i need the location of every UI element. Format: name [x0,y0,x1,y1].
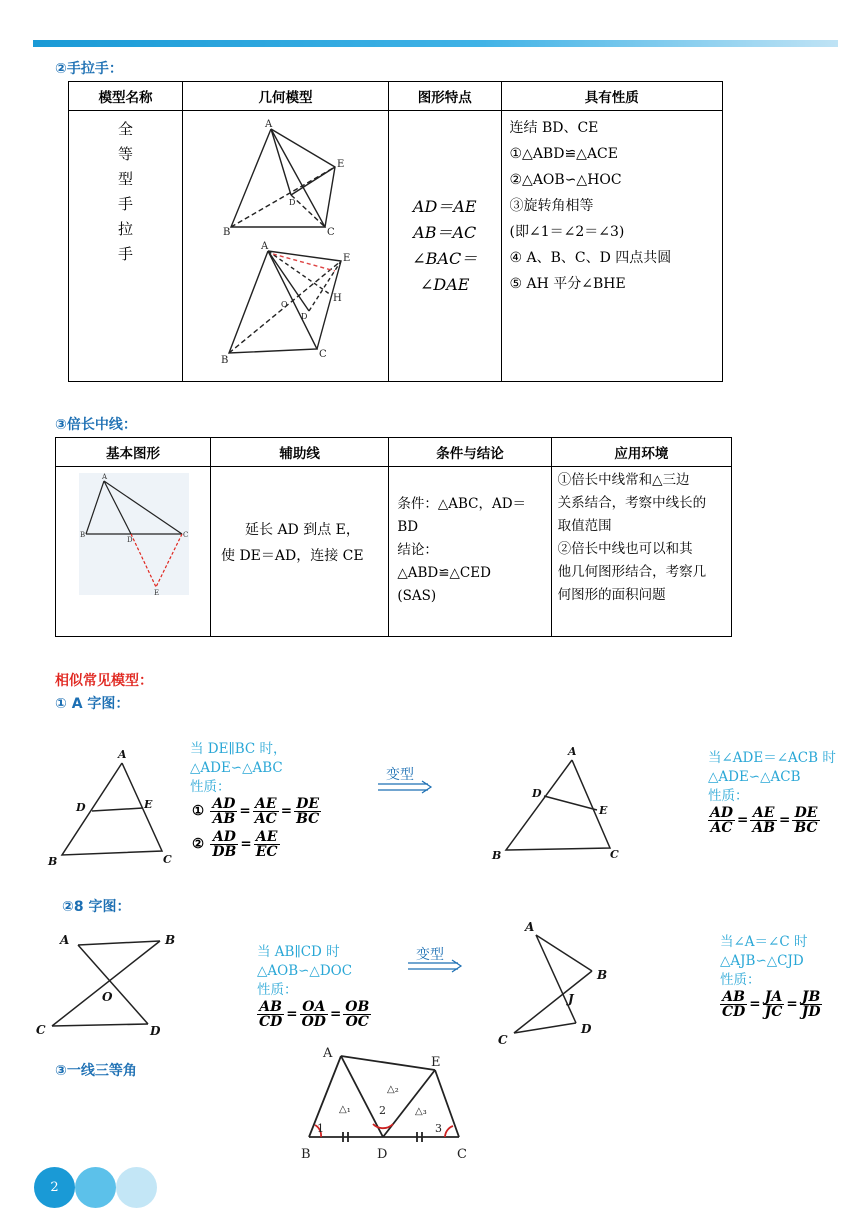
cond-line: 条件：△ABC，AD＝ [397,496,527,512]
svg-text:D: D [76,801,86,814]
median-figure [56,467,210,632]
condition-line: AB＝AC [413,223,477,242]
model-name-cell [69,111,183,382]
property-line: ④ A、B、C、D 四点共圆 [509,250,672,266]
a-figure-variant-diagram [482,740,632,865]
header-condition-conclusion: 条件与结论 [389,438,551,467]
property-line: 连结 BD、CE [509,120,599,136]
svg-text:△₃: △₃ [415,1106,427,1117]
cond-line: BD [397,519,419,535]
header-model-name: 模型名称 [69,82,183,111]
numerator: DE [294,797,321,812]
page-number-badge [34,1167,75,1208]
header-auxiliary-line: 辅助线 [211,438,389,467]
name-char: 拉 [117,220,133,238]
one-line-three-angles-diagram [295,1042,485,1164]
formula-index: ① [192,803,205,819]
denominator: CD [259,1014,283,1030]
env-line: 取值范围 [557,518,612,534]
numerator: JA [763,990,785,1005]
section-title-hand-in-hand: ②手拉手： [55,61,123,77]
hand-in-hand-table [68,81,723,382]
eight-figure-title: ②8 字图： [62,899,131,915]
svg-text:3: 3 [435,1122,442,1135]
denominator: AB [212,811,236,827]
property-line: ②△AOB∽△HOC [509,172,622,188]
header-basic-figure: 基本图形 [56,438,211,467]
fraction [792,806,819,835]
formula-index: ② [192,836,205,852]
application-cell [551,467,731,637]
name-char: 手 [117,195,133,213]
svg-text:O: O [280,300,288,309]
cond-line: (SAS) [397,588,437,604]
numerator: JB [800,990,823,1005]
svg-text:B: B [165,933,176,947]
property-line: ⑤ AH 平分∠BHE [509,276,626,292]
transform-arrow-icon [408,959,464,973]
svg-text:E: E [154,589,160,597]
a-fig-formula-1: ① $\frac{AD}{AB}$ = $\frac{AE}{AC}$ = $\frac{DE}{BC}$ [192,796,320,827]
section-title-double-median: ③倍长中线： [55,417,137,433]
cond-line: △ABD≌△CED [397,565,491,581]
aux-line: 延长 AD 到点 E， [245,522,360,538]
env-line: 何图形的面积问题 [557,587,666,603]
numerator: AE [253,797,279,812]
aux-line: 使 DE＝AD，连接 CE [221,548,364,564]
svg-text:E: E [342,253,351,264]
properties-cell [501,111,723,382]
env-line: 关系结合，考察中线长的 [557,495,707,511]
denominator: CD [722,1004,746,1020]
svg-text:A: A [60,933,70,947]
eight-variant-similarity: △AJB∽△CJD [720,953,804,969]
eight-variant-condition: 当∠A＝∠C 时 [720,934,808,950]
cond-line: 结论： [397,542,438,558]
fraction [254,830,280,859]
svg-text:D: D [288,198,296,207]
name-char: 全 [117,120,133,138]
eight-fig-similarity: △AOB∽△DOC [257,963,353,979]
svg-text:△₂: △₂ [387,1084,399,1095]
svg-text:A: A [102,473,108,481]
svg-text:C: C [163,853,172,866]
svg-text:E: E [144,798,153,811]
svg-text:B: B [301,1147,311,1162]
eight-fig-formula: $\frac{AB}{CD}$ = $\frac{OA}{OD}$ = $\frac{OB}{OC}$ [259,999,370,1030]
numerator: AD [212,796,236,812]
page-number: 2 [50,1180,59,1195]
condition-line: AD＝AE [412,197,477,216]
denominator: EC [255,844,278,860]
denominator: BC [794,820,818,836]
numerator: AD [210,830,238,845]
env-line: ①倍长中线常和△三边 [557,472,690,488]
svg-text:D: D [127,536,133,544]
name-char: 型 [117,170,133,188]
svg-text:△₁: △₁ [339,1104,351,1115]
svg-text:A: A [260,241,269,252]
svg-text:B: B [80,531,86,539]
svg-text:D: D [150,1024,161,1038]
a-variant-properties-label: 性质： [708,788,749,804]
fraction [800,990,823,1019]
svg-text:E: E [599,804,608,817]
condition-line: ∠BAC＝ [412,249,478,268]
numerator: AB [257,1000,284,1015]
fraction [210,830,238,859]
name-char: 手 [117,245,133,263]
denominator: OC [345,1014,369,1030]
fraction [294,797,321,826]
a-fig-condition: 当 DE∥BC 时， [190,741,287,757]
svg-text:J: J [568,992,574,1006]
fraction [210,797,237,826]
a-fig-transform-label: 变型 [386,767,414,783]
denominator: JD [801,1004,821,1020]
svg-text:C: C [326,227,335,238]
svg-text:D: D [377,1147,388,1162]
condition-conclusion-cell [389,467,551,637]
numerator: OB [345,999,370,1015]
svg-text:D: D [532,787,542,800]
header-properties: 具有性质 [501,82,723,111]
numerator: OA [300,1000,328,1015]
condition-line: ∠DAE [420,275,470,294]
numerator: AB [720,990,747,1005]
svg-text:C: C [498,1033,508,1047]
svg-text:H: H [332,293,342,304]
eight-fig-condition: 当 AB∥CD 时 [257,944,340,960]
eight-figure-diagram [32,922,182,1042]
svg-text:B: B [597,968,608,982]
numerator: AE [254,830,280,845]
section-title-similar-models: 相似常见模型： [55,673,153,689]
denominator: OD [301,1014,326,1030]
svg-text:D: D [300,312,308,321]
numerator: AD [710,805,734,821]
figure-features-cell [388,111,501,382]
svg-text:C: C [318,349,327,360]
denominator: JC [764,1004,783,1020]
svg-text:B: B [48,855,58,868]
property-line: ①△ABD≌△ACE [509,146,618,162]
svg-text:2: 2 [379,1104,386,1117]
a-variant-condition: 当∠ADE＝∠ACB 时 [708,750,836,766]
transform-arrow-icon [378,780,434,794]
a-fig-similarity: △ADE∽△ABC [190,760,283,776]
eight-variant-properties-label: 性质： [720,972,761,988]
svg-text:A: A [323,1046,333,1061]
double-median-table [55,437,732,637]
svg-text:B: B [492,849,502,862]
fraction [720,990,747,1019]
env-line: 他几何图形结合，考察几 [557,564,707,580]
eight-fig-transform-label: 变型 [416,947,444,963]
name-char: 等 [117,145,133,163]
env-line: ②倍长中线也可以和其 [557,541,693,557]
header-geometry-model: 几何模型 [182,82,388,111]
header-figure-features: 图形特点 [388,82,501,111]
svg-text:B: B [220,355,229,366]
eight-fig-properties-label: 性质： [257,982,298,998]
page-deco-circle [116,1167,157,1208]
denominator: AC [254,811,277,827]
svg-text:A: A [264,119,273,130]
svg-text:1: 1 [317,1122,324,1135]
svg-text:A: A [118,748,127,761]
eight-variant-formula: $\frac{AB}{CD}$ = $\frac{JA}{JC}$ = $\frac{JB}{JD}$ [722,989,821,1020]
numerator: DE [792,806,819,821]
fraction [257,1000,284,1029]
numerator: AE [750,806,777,821]
svg-text:C: C [183,531,189,539]
svg-text:C: C [457,1147,467,1162]
fraction [343,1000,371,1029]
header-application: 应用环境 [551,438,731,467]
fraction [300,1000,328,1029]
denominator: BC [296,811,320,827]
property-line: ③旋转角相等 [509,198,594,214]
svg-text:D: D [581,1022,592,1036]
svg-text:A: A [568,745,577,758]
auxiliary-line-cell [211,467,389,637]
one-line-three-angles-title: ③一线三等角 [55,1063,137,1079]
denominator: DB [212,844,237,860]
svg-text:C: C [36,1023,46,1037]
a-fig-properties-label: 性质： [190,779,231,795]
svg-text:O: O [102,990,113,1004]
denominator: AB [752,820,776,836]
a-variant-similarity: △ADE∽△ACB [708,769,801,785]
top-banner-bar [33,40,838,47]
page-deco-circle [75,1167,116,1208]
svg-text:B: B [222,227,231,238]
svg-text:A: A [525,920,535,934]
eight-figure-variant-diagram [492,915,622,1050]
fraction [763,990,785,1019]
hand-in-hand-figure [183,111,388,377]
denominator: AC [710,820,733,836]
fraction [750,806,777,835]
svg-text:E: E [336,159,345,170]
basic-figure-cell [56,467,211,637]
a-variant-formula: $\frac{AD}{AC}$ = $\frac{AE}{AB}$ = $\frac{DE}{BC}$ [710,805,818,836]
property-line: (即∠1＝∠2＝∠3) [509,224,625,240]
svg-text:C: C [610,848,619,861]
fraction [253,797,279,826]
a-fig-formula-2: ② $\frac{AD}{DB}$ = $\frac{AE}{EC}$ [192,829,278,860]
fraction [708,806,735,835]
a-figure-diagram [40,745,190,870]
geometry-figure-cell [182,111,388,382]
svg-text:E: E [431,1055,441,1070]
a-figure-title: ① A 字图： [55,696,130,712]
